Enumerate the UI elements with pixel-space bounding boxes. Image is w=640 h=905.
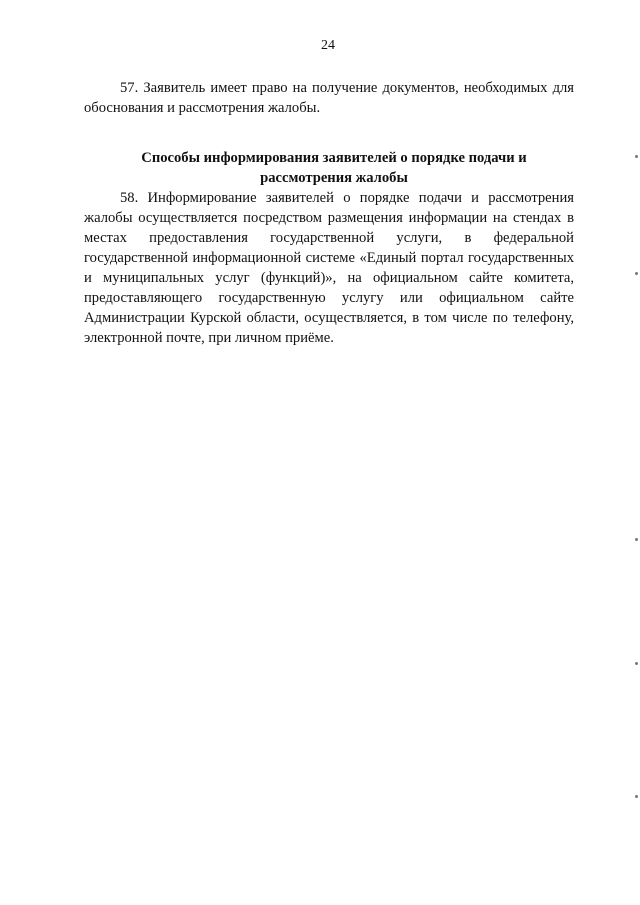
scan-edge-mark bbox=[635, 662, 638, 665]
section-heading-line-1: Способы информирования заявителей о порядке подачи и bbox=[141, 150, 527, 166]
page-number: 24 bbox=[321, 38, 335, 53]
paragraph-57: 57. Заявитель имеет право на получение документов, необходимых для обоснования и рассмотрения жалобы. bbox=[84, 80, 574, 116]
document-body bbox=[84, 78, 574, 348]
scan-edge-mark bbox=[635, 272, 638, 275]
paragraph-58: 58. Информирование заявителей о порядке подачи и рассмотрения жалобы осуществляется посредством размещения информации на стендах в местах предоставления государственной услуги, в федеральной государственной информационной системе «Единый портал государственных и муниципальных услуг (функций)», на официальном сайте комитета, предоставляющего государственную услугу или официальном сайте Администрации Курской области, осуществляется, в том числе по телефону, электронной почте, при личном приёме. bbox=[84, 190, 574, 346]
section-heading bbox=[84, 148, 574, 188]
scan-edge-mark bbox=[635, 538, 638, 541]
scan-edge-mark bbox=[635, 795, 638, 798]
section-heading-line-2: рассмотрения жалобы bbox=[260, 170, 408, 186]
scan-edge-mark bbox=[635, 155, 638, 158]
